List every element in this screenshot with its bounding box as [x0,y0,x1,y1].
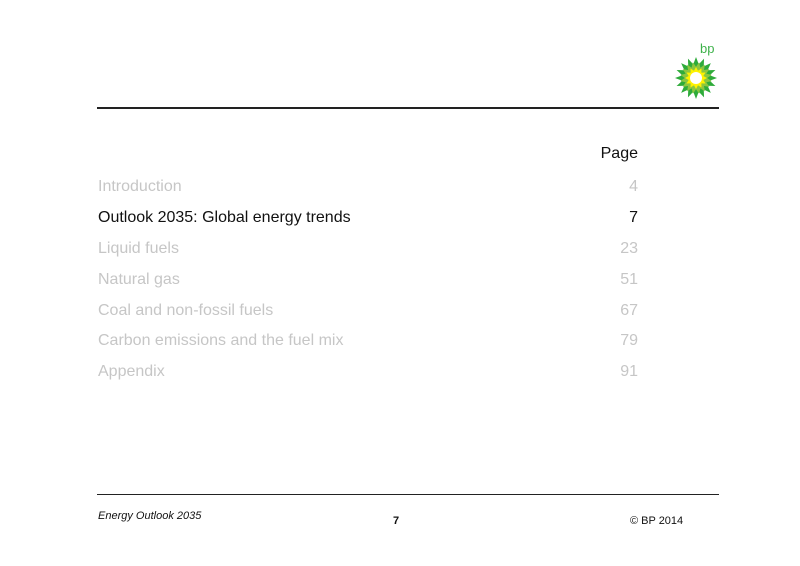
footer-document-title: Energy Outlook 2035 [98,510,202,522]
toc-entry[interactable] [98,357,638,388]
toc-entry-page: 4 [629,178,638,196]
toc-entry-page: 51 [620,270,638,288]
toc-entry[interactable] [98,172,638,203]
toc-entry-title: Introduction [98,178,182,196]
helios-sunflower-icon [674,56,718,100]
bp-logo-text: bp [700,41,715,56]
footer-copyright: © BP 2014 [630,515,684,527]
toc-entry[interactable] [98,295,638,326]
toc-entry-page: 23 [620,239,638,257]
toc-entry[interactable] [98,326,638,357]
toc-entry-title: Coal and non-fossil fuels [98,301,274,319]
toc-entry-title: Appendix [98,363,165,381]
toc-entry-title: Liquid fuels [98,239,179,257]
toc-page-column-header: Page [600,145,638,162]
table-of-contents [98,172,638,388]
toc-entry[interactable] [98,264,638,295]
footer-page-number: 7 [393,515,400,527]
toc-entry-page: 79 [620,332,638,350]
toc-entry-page: 7 [629,209,638,227]
toc-entry-page: 91 [620,363,638,381]
toc-entry-title: Carbon emissions and the fuel mix [98,332,344,350]
toc-entry-title: Natural gas [98,270,180,288]
toc-entry[interactable] [98,234,638,265]
toc-entry-title: Outlook 2035: Global energy trends [98,209,351,227]
footer-divider [97,494,719,495]
header-divider [97,107,719,109]
toc-entry-page: 67 [620,301,638,319]
toc-entry[interactable] [98,203,638,234]
